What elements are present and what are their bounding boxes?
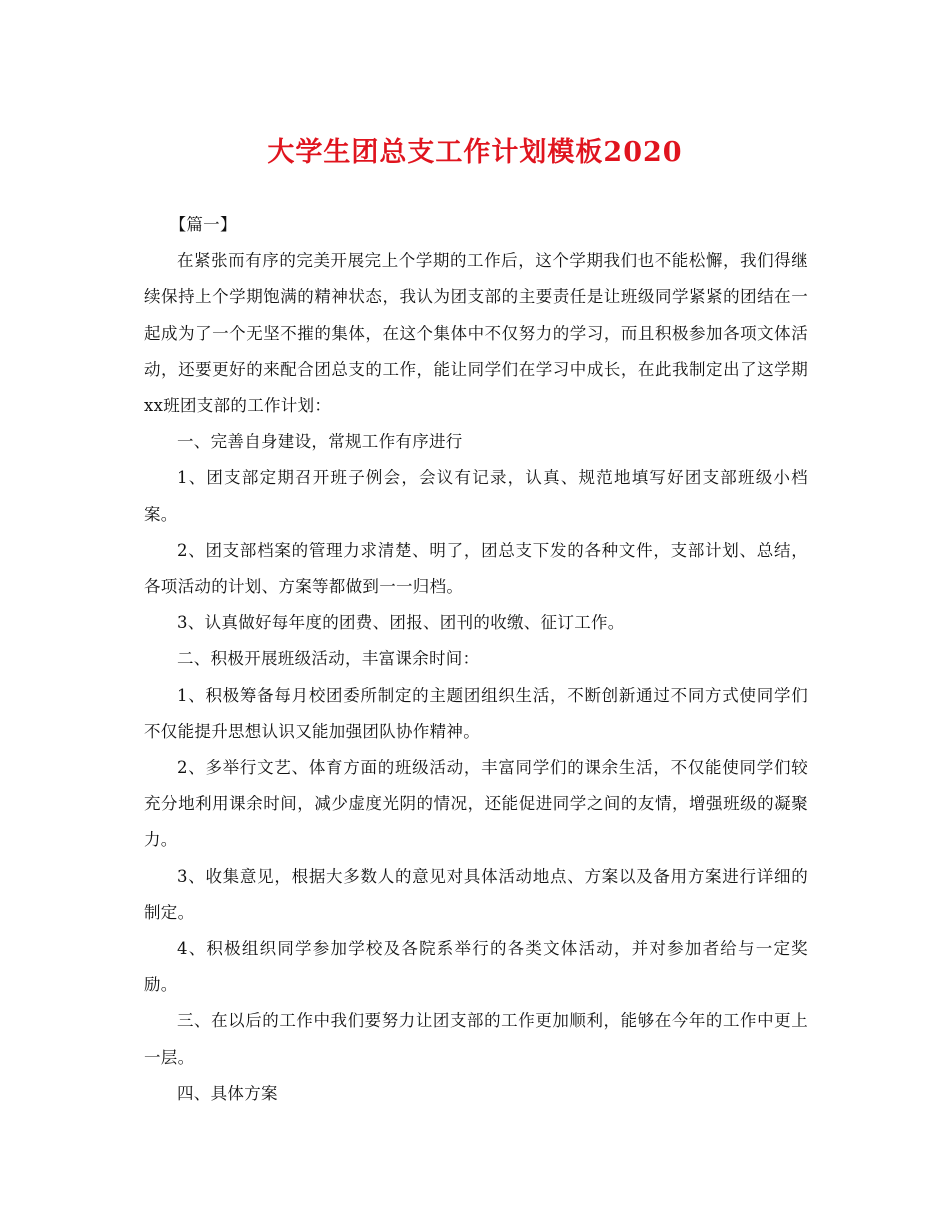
heading-four: 四、具体方案 — [177, 1083, 278, 1103]
intro-paragraph: 在紧张而有序的完美开展完上个学期的工作后，这个学期我们也不能松懈，我们得继续保持上个学期饱满的精神状态，我认为团支部的主要责任是让班级同学紧紧的团结在一起成为了一个无坚不摧的集体，在这个集体中不仅努力的学习，而且积极参加各项文体活动，还要更好的来配合团总支的工作，能让同学们在学习中成长，在此我制定出了这学期xx班团支部的工作计划： — [144, 251, 808, 416]
item-1-1: 1、团支部定期召开班子例会，会议有记录，认真、规范地填写好团支部班级小档案。 — [144, 468, 808, 524]
item-1-3: 3、认真做好每年度的团费、团报、团刊的收缴、征订工作。 — [177, 613, 625, 633]
heading-three: 三、在以后的工作中我们要努力让团支部的工作更加顺利，能够在今年的工作中更上一层。 — [144, 1011, 808, 1067]
heading-one: 一、完善自身建设，常规工作有序进行 — [177, 432, 463, 452]
item-2-1: 1、积极筹备每月校团委所制定的主题团组织生活，不断创新通过不同方式使同学们不仅能提升思想认识又能加强团队协作精神。 — [144, 685, 808, 741]
item-1-2: 2、团支部档案的管理力求清楚、明了，团总支下发的各种文件，支部计划、总结，各项活动的计划、方案等都做到一一归档。 — [144, 540, 808, 597]
document-body — [144, 207, 808, 1112]
item-2-2: 2、多举行文艺、体育方面的班级活动，丰富同学们的课余生活，不仅能使同学们较充分地利用课余时间，减少虚度光阴的情况，还能促进同学之间的友情，增强班级的凝聚力。 — [144, 758, 808, 850]
item-2-4: 4、积极组织同学参加学校及各院系举行的各类文体活动，并对参加者给与一定奖励。 — [144, 939, 808, 995]
section-label: 【篇一】 — [169, 215, 237, 234]
heading-two: 二、积极开展班级活动，丰富课余时间： — [177, 649, 480, 669]
document-title: 大学生团总支工作计划模板2020 — [267, 137, 683, 168]
item-2-3: 3、收集意见，根据大多数人的意见对具体活动地点、方案以及备用方案进行详细的制定。 — [144, 866, 808, 922]
